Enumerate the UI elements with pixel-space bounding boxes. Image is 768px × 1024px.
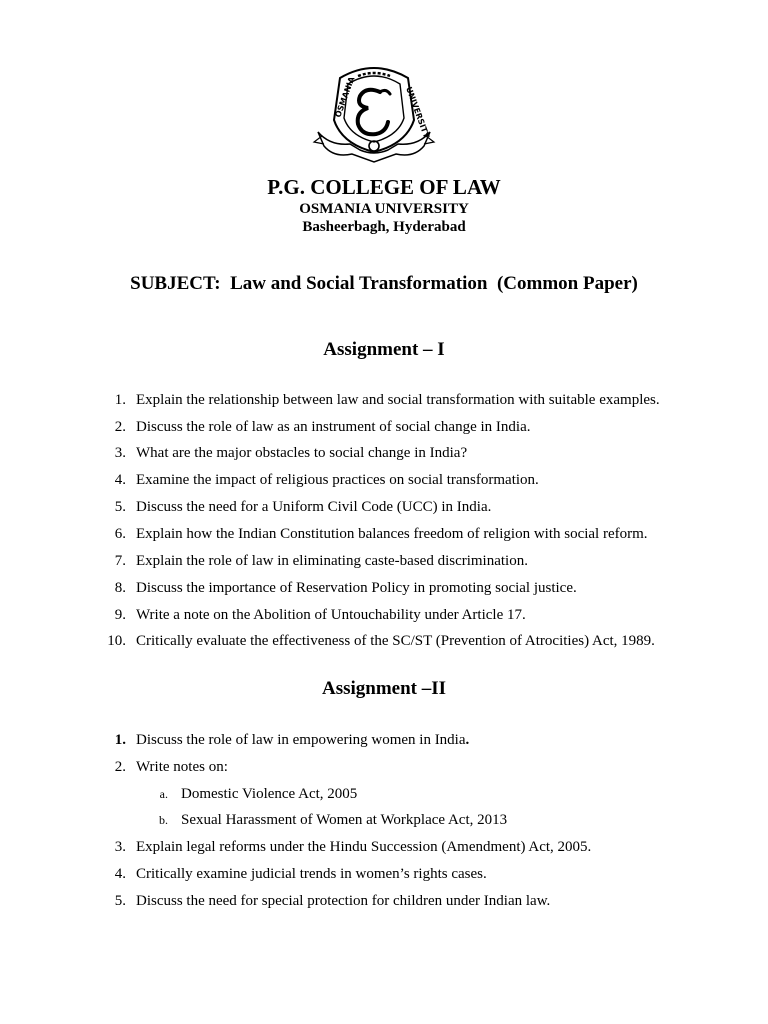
subject-heading: SUBJECT: Law and Social Transformation (Common Paper) [130, 273, 638, 294]
list-item: 5. Discuss the need for a Uniform Civil Code (UCC) in India. [114, 499, 492, 515]
college-address: Basheerbagh, Hyderabad [302, 219, 466, 235]
list-item: 9. Write a note on the Abolition of Untouchability under Article 17. [114, 607, 526, 623]
list-item: 3. Explain legal reforms under the Hindu Succession (Amendment) Act, 2005. [114, 839, 592, 855]
svg-text:OSMANIA: OSMANIA [333, 75, 357, 119]
svg-text:UNIVERSITY: UNIVERSITY [404, 85, 432, 140]
assignment-2-heading: Assignment –II [321, 678, 447, 699]
list-item: 2. Write notes on: [114, 759, 228, 775]
list-item: 1. Discuss the role of law in empowering women in India. [114, 732, 470, 748]
list-item: 6. Explain how the Indian Constitution balances freedom of religion with social reform. [114, 526, 648, 542]
list-item: 1. Explain the relationship between law and social transformation with suitable examples. [114, 392, 660, 408]
university-name: OSMANIA UNIVERSITY [299, 201, 469, 217]
sub-list-item: a. Domestic Violence Act, 2005 [159, 786, 358, 802]
list-item: 4. Critically examine judicial trends in women’s rights cases. [114, 866, 487, 882]
list-item: 5. Discuss the need for special protection for children under Indian law. [114, 893, 551, 909]
sub-list-item: b. Sexual Harassment of Women at Workplace Act, 2013 [159, 812, 508, 828]
list-item: 8. Discuss the importance of Reservation Policy in promoting social justice. [114, 580, 577, 596]
assignment-1-heading: Assignment – I [323, 339, 445, 360]
osmania-university-seal-icon [310, 60, 438, 164]
list-item: 10. Critically evaluate the effectiveness of the SC/ST (Prevention of Atrocities) Act, 1989. [107, 633, 655, 649]
list-item: 2. Discuss the role of law as an instrument of social change in India. [114, 419, 531, 435]
list-item: 4. Examine the impact of religious practices on social transformation. [114, 472, 539, 488]
list-item: 3. What are the major obstacles to social change in India? [114, 445, 468, 461]
college-title: P.G. COLLEGE OF LAW [267, 175, 501, 199]
list-item: 7. Explain the role of law in eliminating caste-based discrimination. [114, 553, 528, 569]
